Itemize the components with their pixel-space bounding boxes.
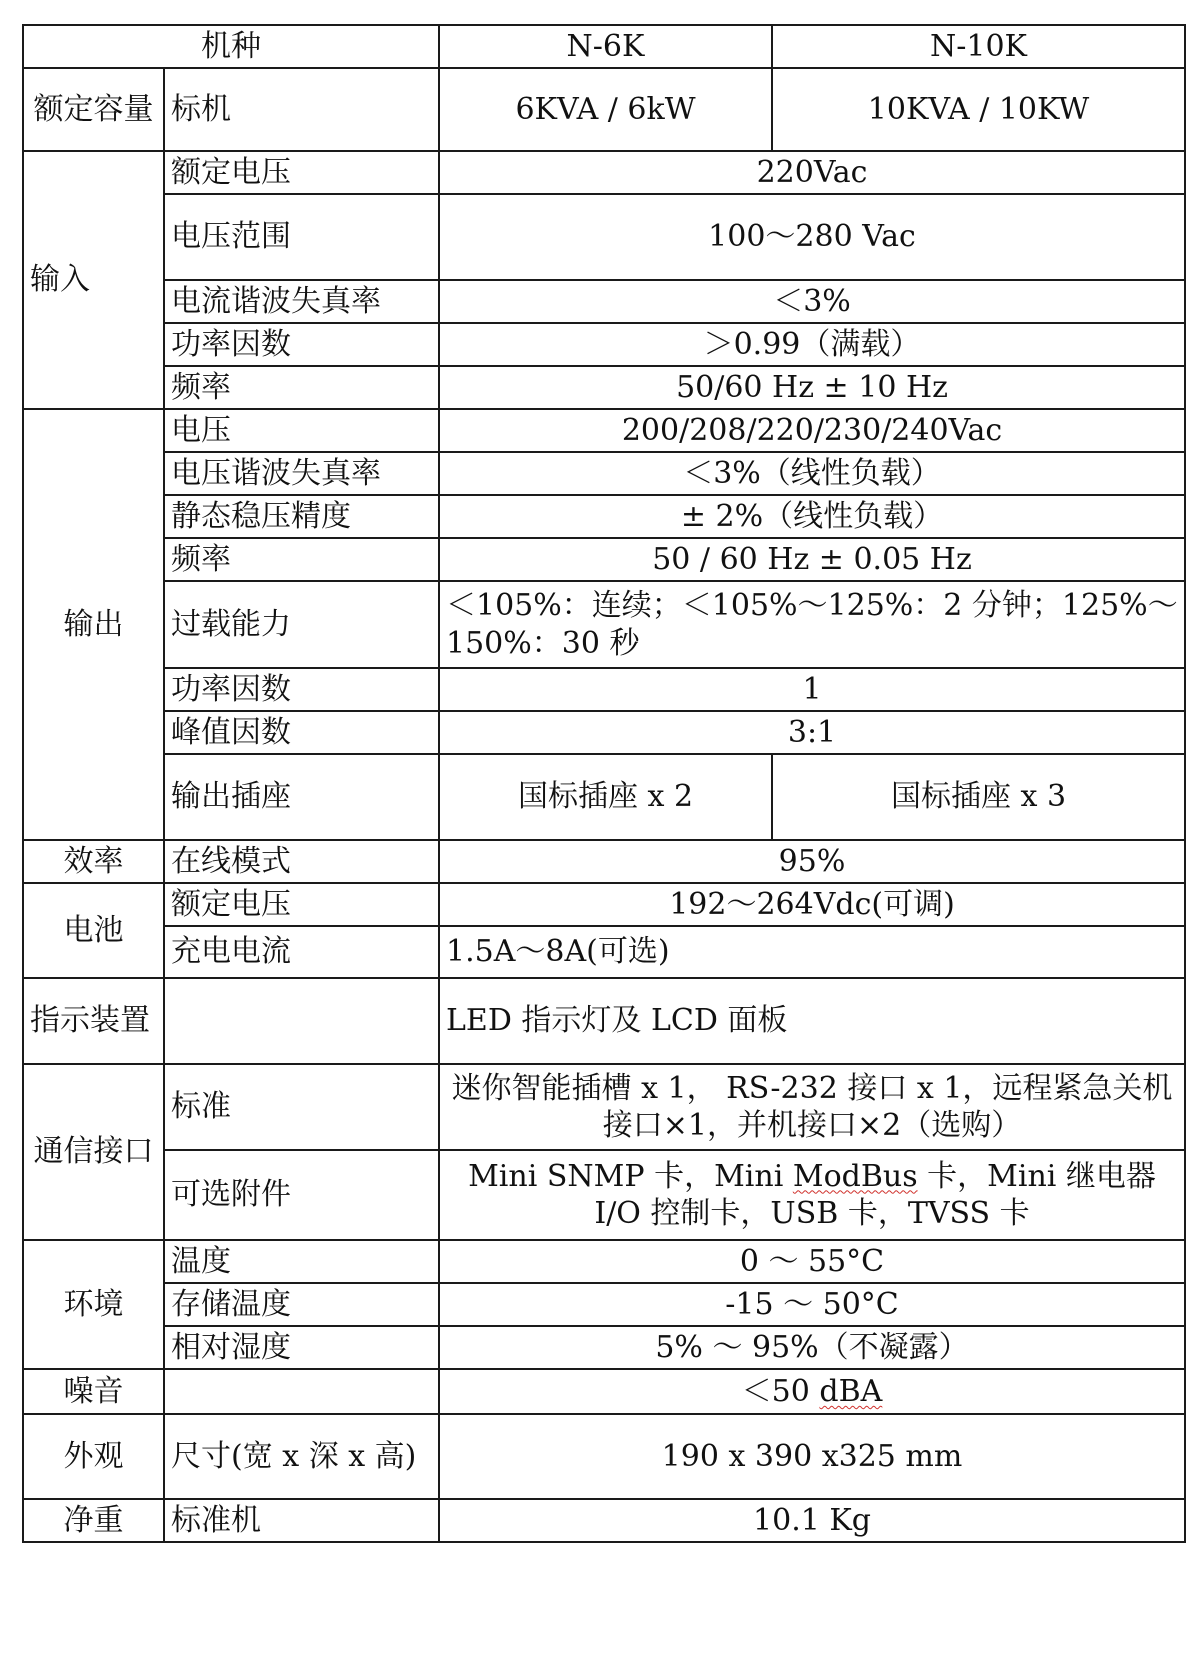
communication-group: 通信接口 — [23, 1064, 164, 1240]
output-value: ＜3%（线性负载） — [439, 452, 1185, 495]
battery-label: 充电电流 — [164, 926, 439, 978]
environment-value: 0 ～ 55°C — [439, 1240, 1185, 1283]
appearance-value: 190 x 390 x325 mm — [439, 1414, 1185, 1499]
communication-optional-value — [439, 1150, 1185, 1240]
appearance-label: 尺寸(宽 x 深 x 高) — [164, 1414, 439, 1499]
table-row — [23, 1283, 1185, 1326]
environment-label: 温度 — [164, 1240, 439, 1283]
model-b-header: N-10K — [772, 25, 1185, 68]
input-value: ＜3% — [439, 280, 1185, 323]
output-label: 频率 — [164, 538, 439, 581]
noise-value — [439, 1369, 1185, 1414]
battery-label: 额定电压 — [164, 883, 439, 926]
output-socket-label: 输出插座 — [164, 754, 439, 840]
net-weight-group: 净重 — [23, 1499, 164, 1542]
rated-capacity-value-a: 6KVA / 6kW — [439, 68, 772, 151]
table-row — [23, 151, 1185, 194]
table-row — [23, 883, 1185, 926]
input-label: 电压范围 — [164, 194, 439, 280]
output-label: 过载能力 — [164, 581, 439, 668]
environment-label: 相对湿度 — [164, 1326, 439, 1369]
table-row — [23, 754, 1185, 840]
output-value: 50 / 60 Hz ± 0.05 Hz — [439, 538, 1185, 581]
input-value: ＞0.99（满载） — [439, 323, 1185, 366]
input-value: 50/60 Hz ± 10 Hz — [439, 366, 1185, 409]
indicator-value: LED 指示灯及 LCD 面板 — [439, 978, 1185, 1064]
noise-empty-cell — [164, 1369, 439, 1414]
model-a-header: N-6K — [439, 25, 772, 68]
efficiency-value: 95% — [439, 840, 1185, 883]
output-label: 峰值因数 — [164, 711, 439, 754]
noise-value-unit: dBA — [819, 1373, 883, 1409]
output-label: 静态稳压精度 — [164, 495, 439, 538]
table-row — [23, 452, 1185, 495]
input-value: 220Vac — [439, 151, 1185, 194]
battery-value: 192～264Vdc(可调) — [439, 883, 1185, 926]
input-group: 输入 — [23, 151, 164, 409]
indicator-empty-cell — [164, 978, 439, 1064]
table-row — [23, 978, 1185, 1064]
net-weight-value: 10.1 Kg — [439, 1499, 1185, 1542]
indicator-group: 指示装置 — [23, 978, 164, 1064]
table-row — [23, 1414, 1185, 1499]
table-row — [23, 1150, 1185, 1240]
table-row — [23, 280, 1185, 323]
efficiency-label: 在线模式 — [164, 840, 439, 883]
output-value: 200/208/220/230/240Vac — [439, 409, 1185, 452]
output-value: 3:1 — [439, 711, 1185, 754]
table-row — [23, 495, 1185, 538]
communication-standard-value: 迷你智能插槽 x 1， RS-232 接口 x 1，远程紧急关机接口×1，并机接口×2（选购） — [439, 1064, 1185, 1150]
environment-label: 存储温度 — [164, 1283, 439, 1326]
table-row — [23, 668, 1185, 711]
table-row — [23, 1499, 1185, 1542]
rated-capacity-value-b: 10KVA / 10KW — [772, 68, 1185, 151]
table-row — [23, 366, 1185, 409]
header-row — [23, 25, 1185, 68]
output-label: 电压 — [164, 409, 439, 452]
noise-value-pre: ＜50 — [741, 1373, 820, 1409]
table-row — [23, 1326, 1185, 1369]
battery-group: 电池 — [23, 883, 164, 978]
communication-standard-label: 标准 — [164, 1064, 439, 1150]
rated-capacity-item: 标机 — [164, 68, 439, 151]
input-label: 频率 — [164, 366, 439, 409]
table-row — [23, 323, 1185, 366]
environment-group: 环境 — [23, 1240, 164, 1369]
output-value: ± 2%（线性负载） — [439, 495, 1185, 538]
table-row — [23, 711, 1185, 754]
table-row — [23, 538, 1185, 581]
table-row — [23, 926, 1185, 978]
appearance-group: 外观 — [23, 1414, 164, 1499]
net-weight-label: 标准机 — [164, 1499, 439, 1542]
battery-value: 1.5A～8A(可选) — [439, 926, 1185, 978]
input-value: 100～280 Vac — [439, 194, 1185, 280]
input-label: 功率因数 — [164, 323, 439, 366]
output-socket-value-a: 国标插座 x 2 — [439, 754, 772, 840]
table-row — [23, 1240, 1185, 1283]
table-row — [23, 1369, 1185, 1414]
table-row — [23, 581, 1185, 668]
output-value: ＜105%：连续；＜105%～125%：2 分钟；125%～150%：30 秒 — [439, 581, 1185, 668]
communication-optional-label: 可选附件 — [164, 1150, 439, 1240]
model-label: 机种 — [23, 25, 439, 68]
environment-value: 5% ～ 95%（不凝露） — [439, 1326, 1185, 1369]
optional-text-pre: Mini SNMP 卡，Mini — [468, 1158, 793, 1194]
output-group: 输出 — [23, 409, 164, 840]
rated-capacity-group: 额定容量 — [23, 68, 164, 151]
efficiency-group: 效率 — [23, 840, 164, 883]
table-row — [23, 1064, 1185, 1150]
table-row — [23, 409, 1185, 452]
output-value: 1 — [439, 668, 1185, 711]
optional-text-post: 卡，Mini 继电器 I/O 控制卡，USB 卡，TVSS 卡 — [594, 1158, 1156, 1231]
table-row — [23, 840, 1185, 883]
rated-capacity-row — [23, 68, 1185, 151]
output-label: 功率因数 — [164, 668, 439, 711]
environment-value: -15 ～ 50°C — [439, 1283, 1185, 1326]
optional-text-modbus: ModBus — [792, 1158, 918, 1194]
output-label: 电压谐波失真率 — [164, 452, 439, 495]
output-socket-value-b: 国标插座 x 3 — [772, 754, 1185, 840]
input-label: 电流谐波失真率 — [164, 280, 439, 323]
spec-table — [22, 24, 1186, 1543]
table-row — [23, 194, 1185, 280]
input-label: 额定电压 — [164, 151, 439, 194]
noise-group: 噪音 — [23, 1369, 164, 1414]
